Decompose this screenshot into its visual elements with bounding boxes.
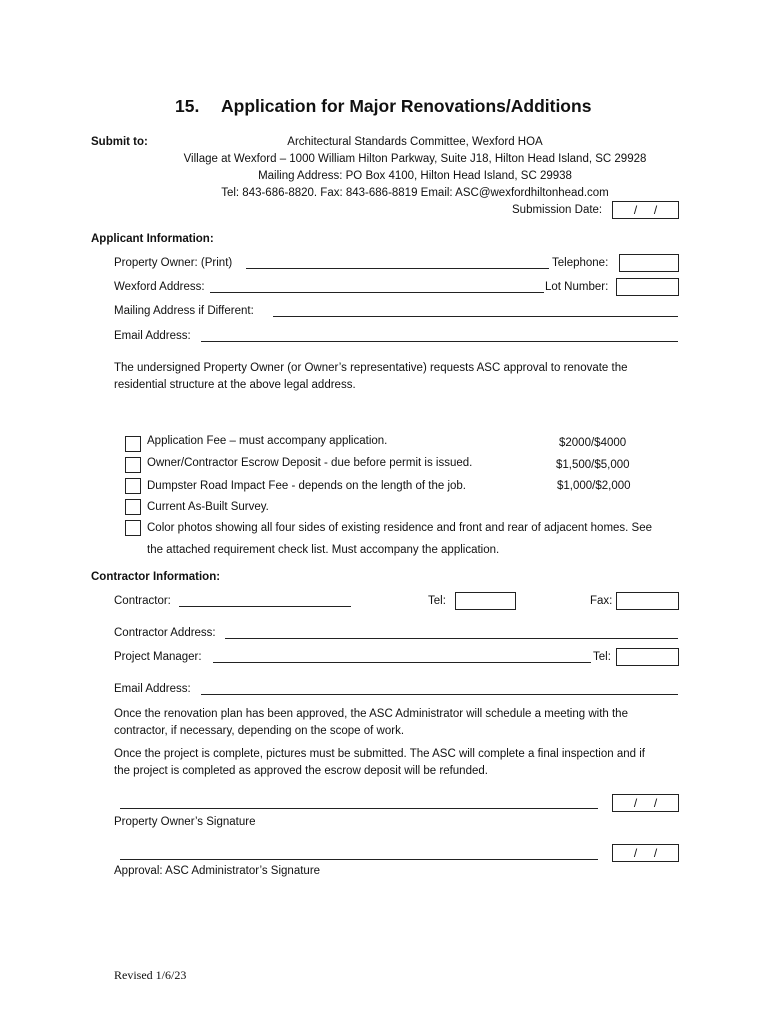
checkbox-escrow-deposit[interactable] (125, 457, 141, 473)
contractor-address-line[interactable] (225, 638, 678, 639)
checklist-item-text: Current As-Built Survey. (147, 501, 269, 513)
checklist-item-fee: $1,500/$5,000 (556, 459, 630, 471)
owner-signature-label: Property Owner’s Signature (114, 816, 256, 828)
submission-date-value: / / (633, 203, 658, 217)
admin-signature-date-value: / / (633, 846, 658, 860)
contractor-tel-label: Tel: (428, 595, 446, 607)
owner-signature-date-value: / / (633, 796, 658, 810)
project-manager-tel-field[interactable] (616, 648, 679, 666)
statement-line-1: The undersigned Property Owner (or Owner’s representative) requests ASC approval to renovate the (114, 362, 628, 374)
property-owner-line[interactable] (246, 268, 549, 269)
checklist-item-fee: $2000/$4000 (559, 437, 627, 449)
contractor-email-line[interactable] (201, 694, 678, 695)
contractor-email-label: Email Address: (114, 683, 191, 695)
checklist-item-text-continued: the attached requirement check list. Must accompany the application. (147, 544, 500, 556)
checkbox-application-fee[interactable] (125, 436, 141, 452)
wexford-address-label: Wexford Address: (114, 281, 205, 293)
admin-signature-line[interactable] (120, 859, 598, 860)
completion-paragraph-line-2: the project is completed as approved the escrow deposit will be refunded. (114, 765, 488, 777)
mailing-address-label: Mailing Address if Different: (114, 305, 254, 317)
owner-signature-line[interactable] (120, 808, 598, 809)
contractor-heading: Contractor Information: (91, 571, 221, 583)
page-title: Application for Major Renovations/Additions (221, 96, 592, 116)
submission-date-field[interactable] (612, 201, 679, 219)
owner-signature-date-field[interactable] (612, 794, 679, 812)
renovation-paragraph-line-1: Once the renovation plan has been approved, the ASC Administrator will schedule a meeting with the (114, 708, 628, 720)
applicant-email-line[interactable] (201, 341, 678, 342)
admin-signature-label: Approval: ASC Administrator’s Signature (114, 865, 321, 877)
submit-to-label: Submit to: (91, 136, 148, 148)
checklist-item-text: Color photos showing all four sides of existing residence and front and rear of adjacent homes. See (147, 522, 653, 534)
contractor-line[interactable] (179, 606, 351, 607)
renovation-paragraph-line-2: contractor, if necessary, depending on the scope of work. (114, 725, 405, 737)
contractor-label: Contractor: (114, 595, 171, 607)
section-number: 15. (175, 96, 200, 116)
mailing-address-line[interactable] (273, 316, 678, 317)
submit-line-3: Mailing Address: PO Box 4100, Hilton Head Island, SC 29938 (258, 170, 572, 182)
telephone-label: Telephone: (552, 257, 609, 269)
applicant-email-label: Email Address: (114, 330, 191, 342)
checklist-item-text: Owner/Contractor Escrow Deposit - due before permit is issued. (147, 457, 473, 469)
telephone-field[interactable] (619, 254, 679, 272)
wexford-address-line[interactable] (210, 292, 544, 293)
contractor-address-label: Contractor Address: (114, 627, 216, 639)
checkbox-dumpster-fee[interactable] (125, 478, 141, 494)
checklist-item-text: Application Fee – must accompany application. (147, 435, 388, 447)
property-owner-label: Property Owner: (Print) (114, 257, 233, 269)
checklist-item-text: Dumpster Road Impact Fee - depends on the length of the job. (147, 480, 466, 492)
revised-date: Revised 1/6/23 (114, 968, 187, 982)
completion-paragraph-line-1: Once the project is complete, pictures must be submitted. The ASC will complete a final inspection and if (114, 748, 645, 760)
submit-line-1: Architectural Standards Committee, Wexford HOA (287, 136, 543, 148)
checklist-item-fee: $1,000/$2,000 (557, 480, 631, 492)
statement-line-2: residential structure at the above legal address. (114, 379, 356, 391)
submit-line-4: Tel: 843-686-8820. Fax: 843-686-8819 Email: ASC@wexfordhiltonhead.com (221, 187, 609, 199)
contractor-fax-label: Fax: (590, 595, 613, 607)
submit-line-2: Village at Wexford – 1000 William Hilton Parkway, Suite J18, Hilton Head Island, SC 29928 (183, 153, 647, 165)
admin-signature-date-field[interactable] (612, 844, 679, 862)
project-manager-tel-label: Tel: (593, 651, 611, 663)
submission-date-label: Submission Date: (512, 204, 603, 216)
applicant-heading: Applicant Information: (91, 233, 214, 245)
lot-number-label: Lot Number: (545, 281, 609, 293)
project-manager-line[interactable] (213, 662, 591, 663)
project-manager-label: Project Manager: (114, 651, 202, 663)
contractor-tel-field[interactable] (455, 592, 516, 610)
checkbox-color-photos[interactable] (125, 520, 141, 536)
lot-number-field[interactable] (616, 278, 679, 296)
contractor-fax-field[interactable] (616, 592, 679, 610)
checkbox-as-built-survey[interactable] (125, 499, 141, 515)
